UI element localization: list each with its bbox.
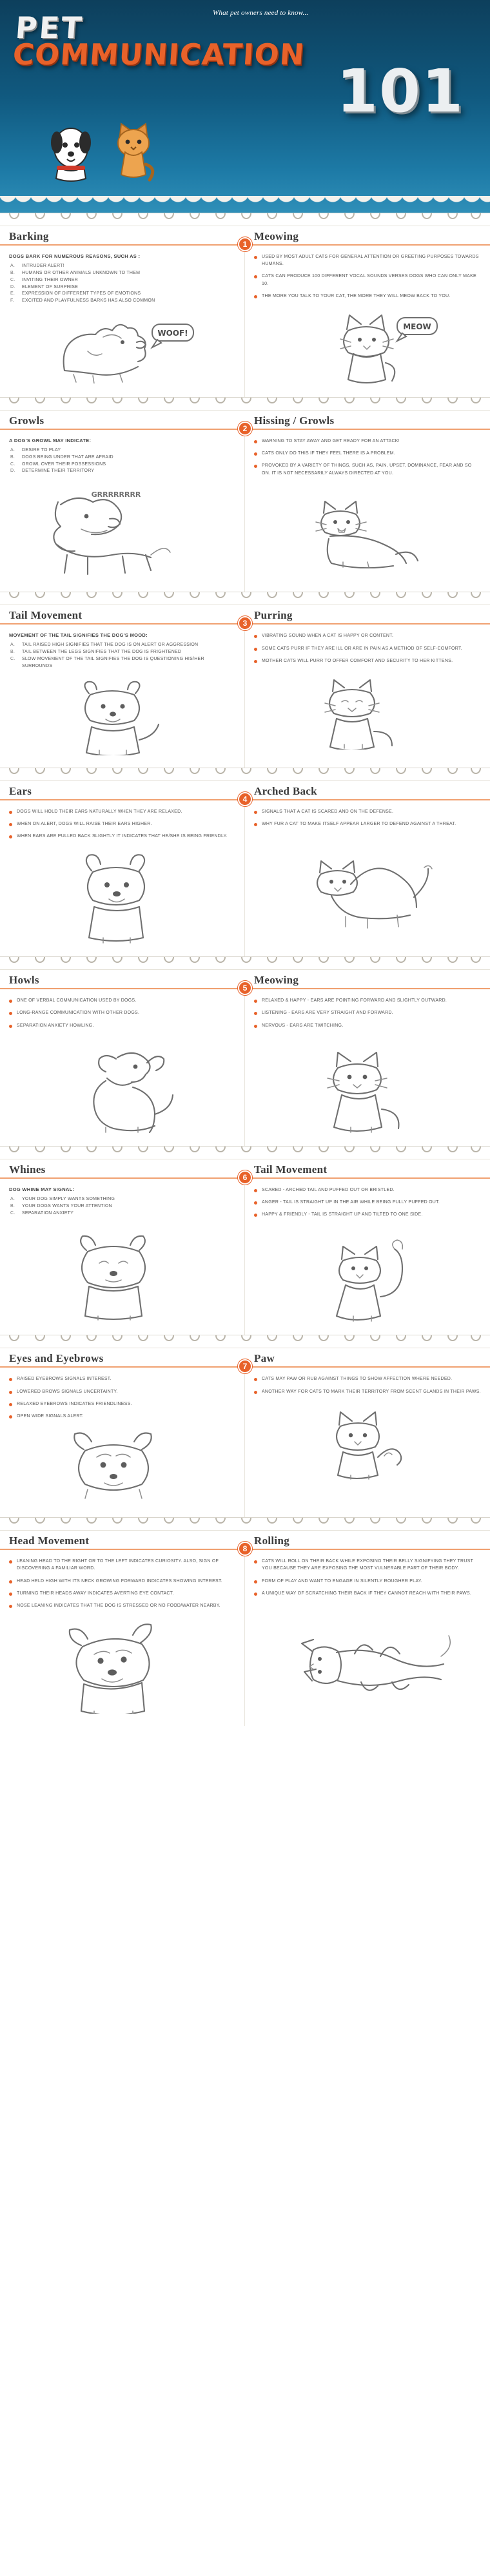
spiral-binding xyxy=(0,213,490,226)
section-7-bullets xyxy=(254,1375,481,1395)
spiral-binding xyxy=(0,1147,490,1159)
arched-back-cat-illustration xyxy=(254,833,481,942)
list-item: DOGS WILL HOLD THEIR EARS NATURALLY WHEN THEY ARE RELAXED. xyxy=(9,808,235,815)
list-item: ANGER - TAIL IS STRAIGHT UP IN THE AIR WHILE BEING FULLY PUFFED OUT. xyxy=(254,1199,481,1206)
list-item: MOTHER CATS WILL PURR TO OFFER COMFORT AND SECURITY TO HER KITTENS. xyxy=(254,657,481,664)
section-2-left-content xyxy=(0,430,245,592)
howling-dog-illustration xyxy=(9,1034,235,1143)
header-title-number: 101 xyxy=(336,57,464,126)
list-item: C. SEPARATION ANXIETY xyxy=(10,1210,74,1215)
section-8-header xyxy=(0,1531,490,1554)
spiral-binding xyxy=(0,1518,490,1531)
list-item: ANOTHER WAY FOR CATS TO MARK THEIR TERRITORY FROM SCENT GLANDS IN THEIR PAWS. xyxy=(254,1388,481,1395)
svg-text:WOOF!: WOOF! xyxy=(157,329,188,338)
section-7-left-title: Eyes and Eyebrows xyxy=(9,1352,104,1365)
spiral-binding xyxy=(0,957,490,970)
list-item: A. TAIL RAISED HIGH SIGNIFIES THAT THE DOG IS ON ALERT OR AGGRESSION xyxy=(10,643,199,648)
section-6-number: 6 xyxy=(238,1170,252,1185)
section-2 xyxy=(0,397,490,592)
list-item: RELAXED & HAPPY - EARS ARE POINTING FORWARD AND SLIGHTLY OUTWARD. xyxy=(254,997,481,1004)
section-6-right-title: Tail Movement xyxy=(254,1163,328,1176)
section-4 xyxy=(0,768,490,957)
footer-strip xyxy=(0,1726,490,1735)
section-1-right-title: Meowing xyxy=(254,230,299,242)
head-movement-dog-illustration xyxy=(9,1614,235,1723)
section-4-header xyxy=(0,781,490,804)
section-8-left-content xyxy=(0,1550,245,1726)
section-3-lead: MOVEMENT OF THE TAIL SIGNIFIES THE DOG'S MOOD: xyxy=(9,632,148,639)
list-item: C. GROWL OVER THEIR POSSESSIONS xyxy=(10,461,106,467)
section-5-bullets xyxy=(254,997,481,1029)
hissing-cat-illustration xyxy=(254,482,481,578)
section-7-bullets xyxy=(9,1375,235,1420)
section-6-left-content xyxy=(0,1179,245,1335)
purring-cat-illustration xyxy=(254,670,481,759)
list-item: CATS CAN PRODUCE 100 DIFFERENT VOCAL SOUNDS VERSES DOGS WHO CAN ONLY MAKE 10. xyxy=(254,273,481,287)
list-item: D. ELEMENT OF SURPRISE xyxy=(10,284,79,289)
list-item: C. SLOW MOVEMENT OF THE TAIL SIGNIFIES THE DOG IS QUESTIONING HIS/HER SURROUNDS xyxy=(10,657,204,668)
hero-cat-illustration xyxy=(110,116,158,187)
section-5-bullets xyxy=(9,997,235,1029)
section-3-header xyxy=(0,605,490,628)
list-item: FORM OF PLAY AND WANT TO ENGAGE IN SILENTLY ROUGHER PLAY. xyxy=(254,1578,481,1585)
list-item: CATS MAY PAW OR RUB AGAINST THINGS TO SHOW AFFECTION WHERE NEEDED. xyxy=(254,1375,481,1382)
meowing-cat-illustration xyxy=(254,305,481,394)
list-item: VIBRATING SOUND WHEN A CAT IS HAPPY OR CONTENT. xyxy=(254,632,481,639)
section-1-lead: DOGS BARK FOR NUMEROUS REASONS, SUCH AS : xyxy=(9,253,141,259)
section-1-bullets xyxy=(254,253,481,300)
section-8 xyxy=(0,1517,490,1726)
growl-sound-label: GRRRRRRRR xyxy=(91,490,141,499)
list-item: B. DOGS BEING UNDER THAT ARE AFRAID xyxy=(10,454,113,460)
section-5-right-content xyxy=(245,989,490,1146)
section-2-list xyxy=(9,447,235,475)
section-1-list xyxy=(9,263,235,305)
list-item: WHEN ON ALERT, DOGS WILL RAISE THEIR EARS HIGHER. xyxy=(9,820,235,828)
section-5-right-title: Meowing xyxy=(254,974,299,987)
section-1-right-content xyxy=(245,246,490,397)
list-item: WARNING TO STAY AWAY AND GET READY FOR AN ATTACK! xyxy=(254,438,481,445)
hero-dog-illustration xyxy=(45,114,97,188)
section-3-right-title: Purring xyxy=(254,609,293,622)
section-4-left-title: Ears xyxy=(9,784,32,797)
section-5 xyxy=(0,956,490,1146)
list-item: RELAXED EYEBROWS INDICATES FRIENDLINESS. xyxy=(9,1400,235,1408)
list-item: F. EXCITED AND PLAYFULNESS BARKS HAS ALSO COMMON xyxy=(10,298,155,304)
whining-dog-illustration xyxy=(9,1222,235,1331)
list-item: B. HUMANS OR OTHER ANIMALS UNKNOWN TO THEM xyxy=(10,270,141,275)
list-item: PROVOKED BY A VARIETY OF THINGS, SUCH AS, PAIN, UPSET, DOMINANCE, FEAR AND SO ON. IT IS NOT NECESSARILY ALWAYS DIRECTED AT YOU. xyxy=(254,462,481,476)
list-item: RAISED EYEBROWS SIGNALS INTEREST. xyxy=(9,1375,235,1382)
list-item: WHEN EARS ARE PULLED BACK SLIGHTLY IT INDICATES THAT HE/SHE IS BEING FRIENDLY. xyxy=(9,833,235,840)
list-item: WHY FUR A CAT TO MAKE ITSELF APPEAR LARGER TO DEFEND AGAINST A THREAT. xyxy=(254,820,481,828)
list-item: HEAD HELD HIGH WITH ITS NECK GROWING FORWARD INDICATES SHOWING INTEREST. xyxy=(9,1578,235,1585)
section-3 xyxy=(0,592,490,767)
cat-tail-illustration xyxy=(254,1223,481,1332)
section-8-number: 8 xyxy=(238,1542,252,1556)
cat-paw-illustration xyxy=(254,1400,481,1490)
list-item: D. DETERMINE THEIR TERRITORY xyxy=(10,469,95,474)
barking-dog-illustration xyxy=(9,310,235,393)
section-3-left-title: Tail Movement xyxy=(9,609,83,622)
rolling-cat-illustration xyxy=(254,1602,481,1711)
section-7-number: 7 xyxy=(238,1359,252,1373)
list-item: LONG-RANGE COMMUNICATION WITH OTHER DOGS. xyxy=(9,1009,235,1016)
header-title-pet: PET xyxy=(14,10,85,45)
section-6-left-title: Whines xyxy=(9,1163,46,1176)
section-7-right-content xyxy=(245,1368,490,1517)
section-3-list xyxy=(9,642,235,670)
svg-text:MEOW: MEOW xyxy=(403,322,431,331)
list-item: NERVOUS - EARS ARE TWITCHING. xyxy=(254,1022,481,1029)
list-item: HAPPY & FRIENDLY - TAIL IS STRAIGHT UP AND TILTED TO ONE SIDE. xyxy=(254,1211,481,1218)
growling-dog-illustration xyxy=(9,480,235,589)
section-4-bullets xyxy=(254,808,481,828)
list-item: THE MORE YOU TALK TO YOUR CAT, THE MORE THEY WILL MEOW BACK TO YOU. xyxy=(254,293,481,300)
section-1 xyxy=(0,213,490,397)
section-7-right-title: Paw xyxy=(254,1352,275,1365)
spiral-binding xyxy=(0,1335,490,1348)
section-4-right-title: Arched Back xyxy=(254,784,317,797)
list-item: LOWERED BROWS SIGNALS UNCERTAINTY. xyxy=(9,1388,235,1395)
list-item: NOSE LEANING INDICATES THAT THE DOG IS STRESSED OR NO FOOD/WATER NEARBY. xyxy=(9,1602,235,1609)
list-item: SIGNALS THAT A CAT IS SCARED AND ON THE DEFENSE. xyxy=(254,808,481,815)
section-5-left-content xyxy=(0,989,245,1146)
section-5-number: 5 xyxy=(238,981,252,995)
list-item: E. EXPRESSION OF DIFFERENT TYPES OF EMOTIONS xyxy=(10,291,141,296)
section-3-bullets xyxy=(254,632,481,664)
section-8-bullets xyxy=(254,1558,481,1597)
header-banner xyxy=(0,0,490,213)
section-2-header xyxy=(0,411,490,433)
section-1-left-content xyxy=(0,246,245,397)
section-8-bullets xyxy=(9,1558,235,1609)
section-3-left-content xyxy=(0,625,245,767)
section-6-right-content xyxy=(245,1179,490,1335)
list-item: B. TAIL BETWEEN THE LEGS SIGNIFIES THAT THE DOG IS FRIGHTENED xyxy=(10,650,182,655)
list-item: A UNIQUE WAY OF SCRATCHING THEIR BACK IF THEY CANNOT REACH WITH THEIR PAWS. xyxy=(254,1590,481,1597)
section-2-lead: A DOG'S GROWL MAY INDICATE: xyxy=(9,437,92,443)
section-7 xyxy=(0,1335,490,1517)
section-8-right-title: Rolling xyxy=(254,1535,290,1547)
spiral-binding xyxy=(0,768,490,781)
cat-ears-illustration xyxy=(254,1034,481,1143)
section-5-left-title: Howls xyxy=(9,974,39,987)
list-item: SEPARATION ANXIETY HOWLING. xyxy=(9,1022,235,1029)
section-3-right-content xyxy=(245,625,490,767)
section-6-bullets xyxy=(254,1186,481,1219)
list-item: SCARED - ARCHED TAIL AND PUFFED OUT OR BRISTLED. xyxy=(254,1186,481,1194)
spiral-binding xyxy=(0,592,490,605)
section-3-number: 3 xyxy=(238,616,252,630)
list-item: ONE OF VERBAL COMMUNICATION USED BY DOGS. xyxy=(9,997,235,1004)
list-item: OPEN WIDE SIGNALS ALERT. xyxy=(9,1413,235,1420)
list-item: A. INTRUDER ALERT! xyxy=(10,264,64,268)
section-4-left-content xyxy=(0,800,245,957)
section-2-left-title: Growls xyxy=(9,414,44,427)
spiral-binding xyxy=(0,398,490,411)
section-4-number: 4 xyxy=(238,792,252,806)
section-7-left-content xyxy=(0,1368,245,1517)
list-item: TURNING THEIR HEADS AWAY INDICATES AVERTING EYE CONTACT. xyxy=(9,1590,235,1597)
list-item: LISTENING - EARS ARE VERY STRAIGHT AND FORWARD. xyxy=(254,1009,481,1016)
list-item: SOME CATS PURR IF THEY ARE ILL OR ARE IN PAIN AS A METHOD OF SELF-COMFORT. xyxy=(254,645,481,652)
section-2-right-title: Hissing / Growls xyxy=(254,414,335,427)
dog-eyes-eyebrows-illustration xyxy=(9,1425,235,1515)
section-6-header xyxy=(0,1159,490,1182)
list-item: LEANING HEAD TO THE RIGHT OR TO THE LEFT INDICATES CURIOSITY. ALSO, SIGN OF DISCOVERING A FAMILIAR WORD. xyxy=(9,1558,235,1572)
section-6-lead: DOG WHINE MAY SIGNAL: xyxy=(9,1186,75,1192)
dog-ears-illustration xyxy=(9,845,235,954)
section-7-header xyxy=(0,1348,490,1371)
section-5-header xyxy=(0,970,490,993)
section-6-list xyxy=(9,1196,235,1217)
list-item: USED BY MOST ADULT CATS FOR GENERAL ATTENTION OR GREETING PURPOSES TOWARDS HUMANS. xyxy=(254,253,481,267)
section-2-number: 2 xyxy=(238,421,252,436)
section-6 xyxy=(0,1146,490,1335)
list-item: C. INVITING THEIR OWNER xyxy=(10,277,78,282)
list-item: CATS WILL ROLL ON THEIR BACK WHILE EXPOSING THEIR BELLY SIGNIFYING THEY TRUST YOU BECAUSE THEY ARE EXPOSING THE MOST VULNERABLE PART OF THEIR BODY. xyxy=(254,1558,481,1572)
section-2-bullets xyxy=(254,438,481,477)
section-1-header xyxy=(0,226,490,249)
header-kicker: What pet owners need to know... xyxy=(213,9,309,17)
list-item: A. DESIRE TO PLAY xyxy=(10,447,61,452)
section-2-right-content xyxy=(245,430,490,592)
list-item: A. YOUR DOG SIMPLY WANTS SOMETHING xyxy=(10,1196,115,1201)
list-item: B. YOUR DOGS WANTS YOUR ATTENTION xyxy=(10,1203,112,1208)
section-4-bullets xyxy=(9,808,235,840)
list-item: CATS ONLY DO THIS IF THEY FEEL THERE IS A PROBLEM. xyxy=(254,450,481,457)
section-8-left-title: Head Movement xyxy=(9,1535,90,1547)
section-1-left-title: Barking xyxy=(9,230,49,242)
section-1-number: 1 xyxy=(238,237,252,251)
section-8-right-content xyxy=(245,1550,490,1726)
header-title-communication: COMMUNICATION xyxy=(12,37,306,72)
section-4-right-content xyxy=(245,800,490,957)
tail-movement-dog-illustration xyxy=(9,675,235,765)
